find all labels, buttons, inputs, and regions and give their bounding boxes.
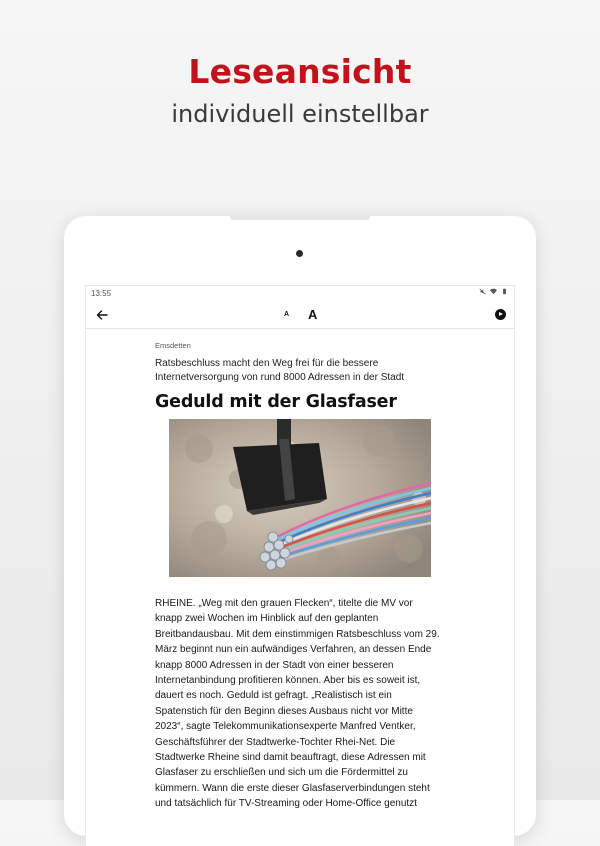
font-size-increase-button[interactable]: A [308, 307, 318, 322]
article [155, 329, 455, 810]
fiber-cable-photo [169, 419, 431, 577]
front-camera [296, 250, 303, 257]
tablet-top-edge [230, 216, 370, 220]
article-body-line: knapp zwei Wochen im Hinblick auf den geplanten [155, 613, 379, 625]
article-photo [169, 419, 431, 577]
article-kicker: Ratsbeschluss macht den Weg frei für die bessere Internetversorgung von rund 8000 Adressen in der Stadt [155, 358, 405, 383]
article-section: Emsdetten [155, 341, 191, 350]
article-body-line: Geschäftsführer der Stadtwerke-Tochter Rhei-Net. Die [155, 736, 396, 748]
promo-title: Leseansicht [188, 52, 412, 91]
article-body-line: knapp 8000 Adressen in der Stadt von einer besseren [155, 659, 394, 671]
mute-icon [479, 288, 486, 295]
battery-icon [501, 288, 508, 295]
article-body-line: Glasfaser zu erschließen und sich um die Fördermittel zu [155, 767, 408, 779]
app-screen [86, 286, 514, 846]
promo-subtitle: individuell einstellbar [171, 100, 429, 128]
article-headline: Geduld mit der Glasfaser [155, 392, 397, 412]
status-time: 13:55 [91, 289, 112, 298]
article-body-line: RHEINE. „Weg mit den grauen Flecken“, titelte die MV vor [155, 598, 413, 609]
tablet-frame [64, 216, 536, 836]
wifi-icon [490, 288, 497, 295]
article-body-line: März beginnt nun ein aufwändiges Verfahren, an dessen Ende [155, 644, 432, 656]
article-body-line: dauert es noch. Geduld ist gefragt. „Realistisch ist ein [155, 690, 392, 702]
article-body-line: Spatenstich für den Beginn dieses Ausbaus nicht vor Mitte [155, 705, 413, 717]
article-body-line: Breitbandausbau. Mit dem einstimmigen Ratsbeschluss vom 29. [155, 628, 440, 640]
article-body-line: und tatsächlich für TV-Streaming oder Home-Office genutzt [155, 798, 417, 810]
article-body-line: 2023“, sagte Telekommunikationsexperte Manfred Ventker, [155, 721, 416, 733]
status-bar [86, 286, 514, 302]
article-body-line: Stadtwerke Rheine sind damit beauftragt, diese Adressen mit [155, 752, 426, 764]
arrow-left-icon[interactable] [94, 307, 110, 323]
article-body [155, 596, 455, 812]
font-size-decrease-button[interactable]: A [284, 311, 290, 318]
article-body-line: kümmern. Wann die erste dieser Glasfaserverbindungen steht [155, 782, 430, 794]
status-icons [479, 288, 508, 295]
article-body-line: Internetanbindung profitieren können. Aber bis es soweit ist, [155, 675, 421, 687]
play-circle-icon[interactable] [495, 309, 506, 320]
reader-toolbar [86, 302, 514, 329]
